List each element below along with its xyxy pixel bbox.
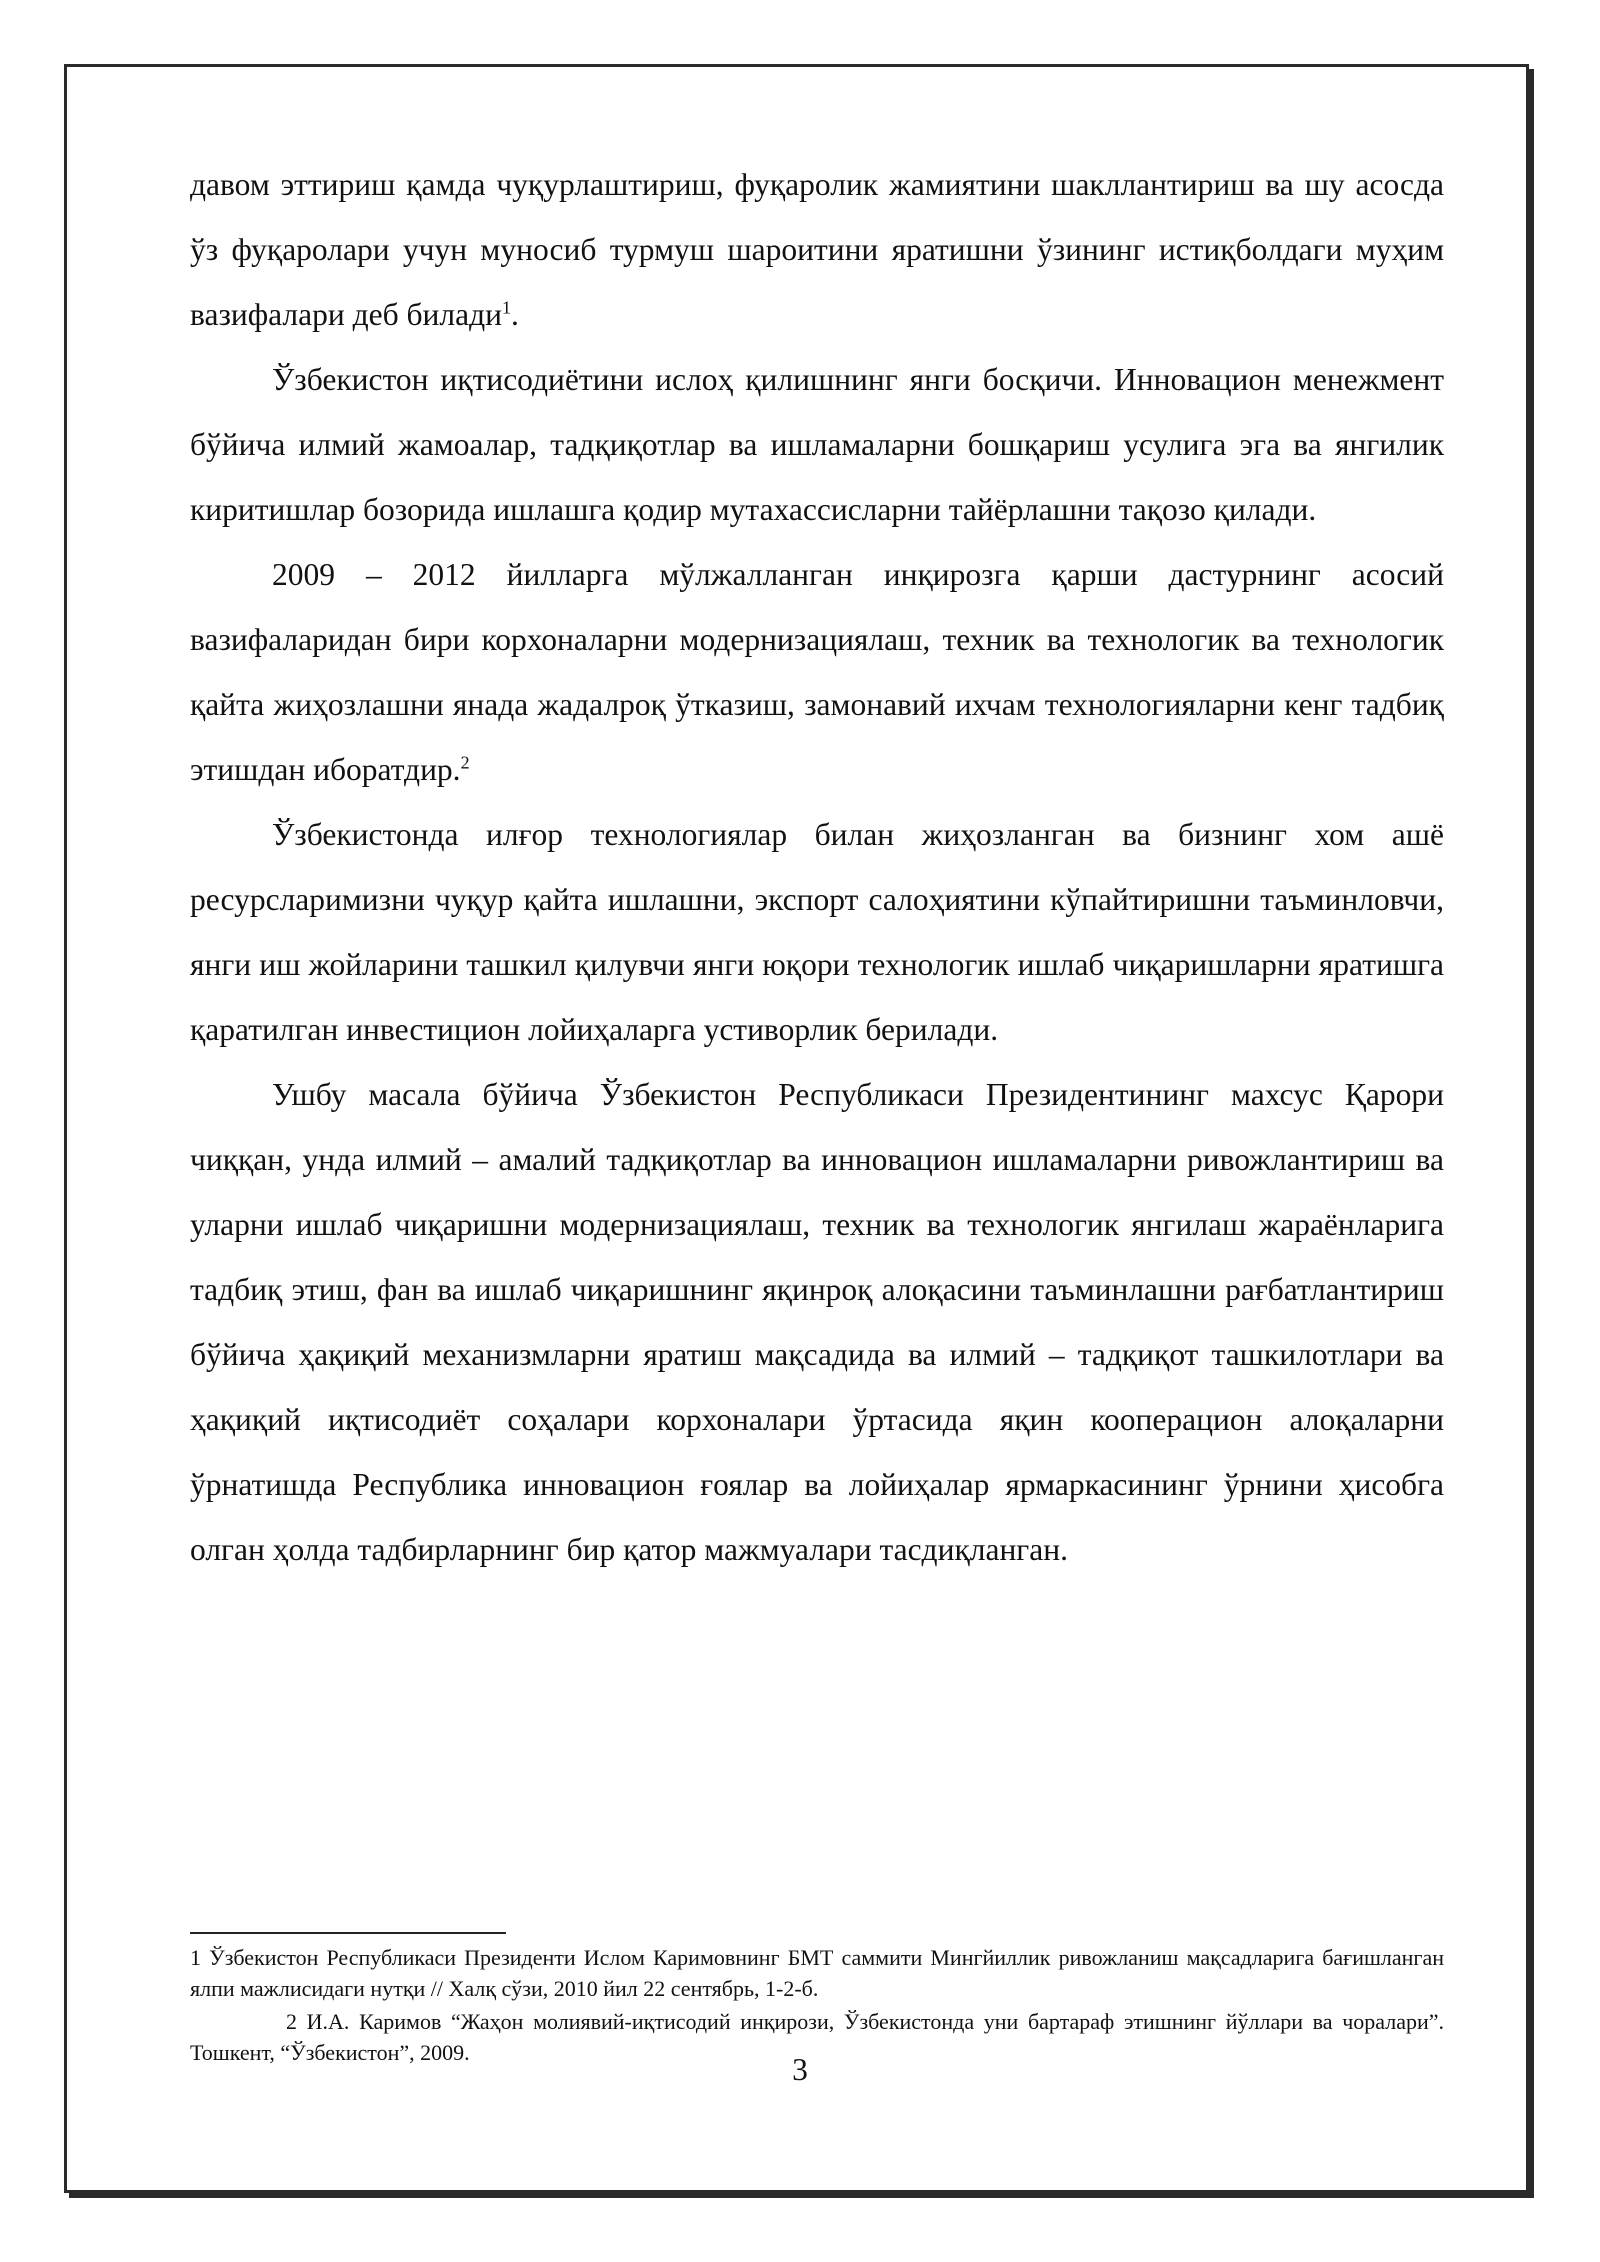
page-number: 3 bbox=[792, 2052, 808, 2087]
footnotes-section bbox=[190, 1942, 1444, 2068]
paragraph-1-end: . bbox=[510, 297, 519, 332]
paragraph-4-text: Ўзбекистонда илғор технологиялар билан жиҳозланган ва бизнинг хом ашё ресурсларимизни чуқур қайта ишлашни, экспорт салоҳиятини кўпайтиришни таъминловчи, янги иш жойларини ташкил қилувчи янги юқори технологик ишлаб чиқаришларни яратишга қаратилган инвестицион лойиҳаларга устиворлик берилади. bbox=[190, 817, 1444, 1047]
paragraph-3 bbox=[190, 542, 1444, 802]
paragraph-2-text: Ўзбекистон иқтисодиётини ислоҳ қилишнинг янги босқичи. Инновацион менежмент бўйича илмий жамоалар, тадқиқотлар ва ишламаларни бошқариш усулига эга ва янгилик киритишлар бозорида ишлашга қодир мутахассисларни тайёрлашни тақозо қилади. bbox=[190, 362, 1444, 527]
footnote-2: 2 И.А. Каримов “Жаҳон молиявий-иқтисодий инқирози, Ўзбекистонда уни бартараф этишнинг йўллари ва чоралари”. Тошкент, “Ўзбекистон”, 2009. bbox=[190, 2009, 1444, 2065]
paragraph-5 bbox=[190, 1062, 1444, 1582]
paragraph-2 bbox=[190, 347, 1444, 542]
paragraph-4 bbox=[190, 802, 1444, 1062]
footnote-ref-2[interactable]: 2 bbox=[460, 752, 470, 773]
footnote-separator bbox=[190, 1932, 506, 1934]
footnote-1: 1 Ўзбекистон Республикаси Президенти Ислом Каримовнинг БМТ саммити Мингйиллик ривожланиш мақсадларига бағишланган ялпи мажлисидаги нутқи // Халқ сўзи, 2010 йил 22 сентябрь, 1-2-б. bbox=[190, 1945, 1444, 2001]
paragraph-1 bbox=[190, 152, 1444, 347]
paragraph-3-text: 2009 – 2012 йилларга мўлжалланган инқирозга қарши дастурнинг асосий вазифаларидан бири корхоналарни модернизациялаш, техник ва технологик ва технологик қайта жиҳозлашни янада жадалроқ ўтказиш, замонавий ихчам технологияларни кенг тадбиқ этишдан иборатдир. bbox=[190, 557, 1444, 787]
paragraph-5-text: Ушбу масала бўйича Ўзбекистон Республикаси Президентининг махсус Қарори чиққан, унда илмий – амалий тадқиқотлар ва инновацион ишламаларни ривожлантириш ва уларни ишлаб чиқаришни модернизациялаш, техник ва технологик янгилаш жараёнларига тадбиқ этиш, фан ва ишлаб чиқаришнинг яқинроқ алоқасини таъминлашни рағбатлантириш бўйича ҳақиқий механизмларни яратиш мақсадида ва илмий – тадқиқот ташкилотлари ва ҳақиқий иқтисодиёт соҳалари корхоналари ўртасида яқин кооперацион алоқаларни ўрнатишда Республика инновацион ғоялар ва лойиҳалар ярмаркасининг ўрнини ҳисобга олган ҳолда тадбирларнинг бир қатор мажмуалари тасдиқланган. bbox=[190, 1077, 1444, 1567]
document-body bbox=[190, 152, 1444, 1582]
paragraph-1-text: давом эттириш қамда чуқурлаштириш, фуқаролик жамиятини шакллантириш ва шу асосда ўз фуқаролари учун муносиб турмуш шароитини яратишни ўзининг истиқболдаги муҳим вазифалари деб билади bbox=[190, 167, 1444, 332]
footnote-ref-1[interactable]: 1 bbox=[501, 297, 511, 318]
